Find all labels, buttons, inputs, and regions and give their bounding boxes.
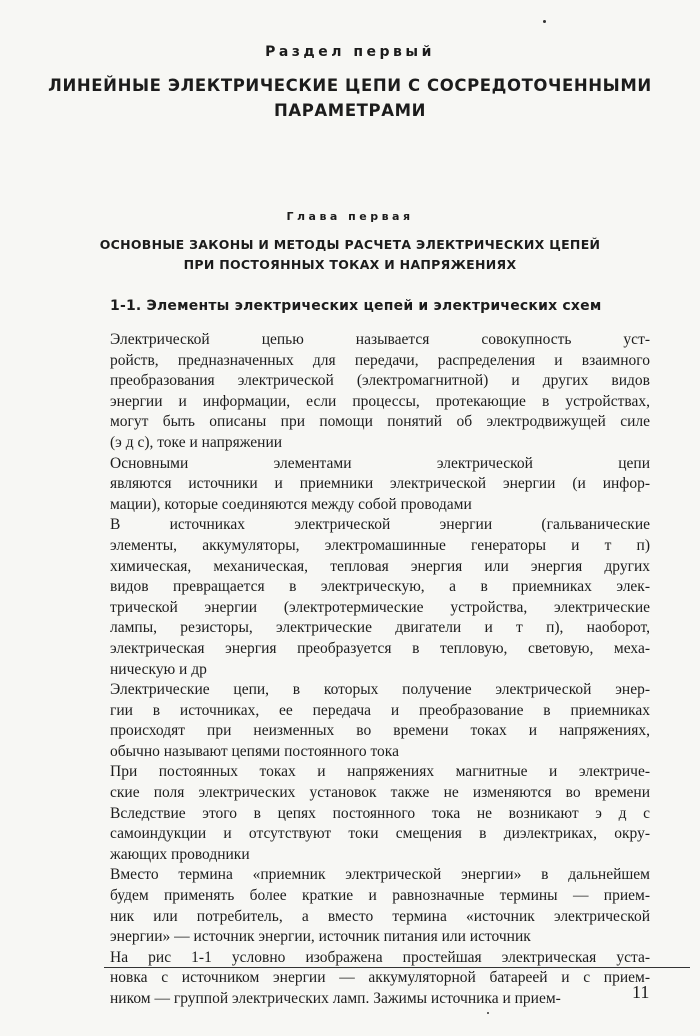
part-title-line: ПАРАМЕТРАМИ bbox=[273, 101, 427, 120]
text-line: На рис 1-1 условно изображена простейшая электрическая уста- bbox=[110, 948, 650, 966]
text-line: Вместо термина «приемник электрической энергии» в дальнейшем bbox=[110, 866, 650, 884]
text-line: жающих проводники bbox=[110, 845, 250, 863]
text-line: будем применять более краткие и равнозначные термины — прием- bbox=[110, 887, 650, 905]
part-label: Раздел первый bbox=[265, 44, 435, 60]
chapter-label: Глава первая bbox=[286, 210, 414, 223]
text-line: Основными элементами электрической цепи bbox=[110, 454, 650, 472]
paragraph bbox=[110, 762, 650, 865]
text-line: энергии» — источник энергии, источник питания или источник bbox=[110, 928, 531, 946]
text-line: лампы, резисторы, электрические двигатели и т п), наоборот, bbox=[110, 619, 650, 637]
text-line: химическая, механическая, тепловая энергия или энергия других bbox=[110, 557, 650, 575]
text-line: трической энергии (электротермические устройства, электрические bbox=[110, 598, 650, 616]
text-line: ник или потребитель, а вместо термина «источник электрической bbox=[110, 907, 650, 925]
text-line: В источниках электрической энергии (гальванические bbox=[110, 516, 650, 534]
text-line: ские поля электрических установок также не изменяются во времени bbox=[110, 784, 650, 802]
text-line: электрическая энергия преобразуется в тепловую, световую, меха- bbox=[110, 639, 650, 657]
text-line: обычно называют цепями постоянного тока bbox=[110, 742, 399, 760]
text-line: Электрические цепи, в которых получение электрической энер- bbox=[110, 681, 650, 699]
text-line: гии в источниках, ее передача и преобразование в приемниках bbox=[110, 701, 650, 719]
text-line: ройств, предназначенных для передачи, распределения и взаимного bbox=[110, 351, 650, 369]
scan-speck bbox=[543, 20, 546, 23]
paragraph bbox=[110, 865, 650, 947]
text-line: Вследствие этого в цепях постоянного тока не возникают э д с bbox=[110, 804, 650, 822]
section-title: 1-1. Элементы электрических цепей и электрических схем bbox=[110, 298, 602, 314]
paragraph bbox=[110, 948, 650, 1010]
text-line: могут быть описаны при помощи понятий об электродвижущей силе bbox=[110, 413, 650, 431]
text-line: ническую и др bbox=[110, 660, 207, 678]
text-line: происходят при неизменных во времени токах и напряжениях, bbox=[110, 722, 650, 740]
text-line: являются источники и приемники электрической энергии (и инфор- bbox=[110, 475, 650, 493]
chapter-title-line: ОСНОВНЫЕ ЗАКОНЫ И МЕТОДЫ РАСЧЕТА ЭЛЕКТРИЧЕСКИХ ЦЕПЕЙ bbox=[99, 237, 601, 252]
body-text bbox=[110, 330, 650, 1010]
scan-speck bbox=[487, 1012, 489, 1014]
text-line: Электрической цепью называется совокупность уст- bbox=[110, 331, 650, 348]
text-line: энергии и информации, если процессы, протекающие в устройствах, bbox=[110, 392, 650, 410]
text-line: элементы, аккумуляторы, электромашинные генераторы и т п) bbox=[110, 536, 650, 554]
text-line: видов превращается в электрическую, а в приемниках элек- bbox=[110, 578, 650, 596]
text-line: При постоянных токах и напряжениях магнитные и электриче- bbox=[110, 763, 650, 781]
chapter-title bbox=[90, 235, 610, 275]
paragraph bbox=[110, 454, 650, 516]
chapter-title-line: ПРИ ПОСТОЯННЫХ ТОКАХ И НАПРЯЖЕНИЯХ bbox=[183, 257, 517, 272]
paragraph bbox=[110, 515, 650, 680]
page-bottom-rule bbox=[104, 967, 690, 968]
text-line: преобразования электрической (электромагнитной) и других видов bbox=[110, 372, 650, 390]
part-title bbox=[40, 73, 660, 123]
text-line: мации), которые соединяются между собой проводами bbox=[110, 495, 472, 513]
text-line: новка с источником энергии — аккумуляторной батареей и с прием- bbox=[110, 969, 650, 987]
page-number: 11 bbox=[632, 982, 650, 1002]
paragraph bbox=[110, 680, 650, 762]
text-line: (э д с), токе и напряжении bbox=[110, 433, 283, 451]
text-line: самоиндукции и отсутствуют токи смещения в диэлектриках, окру- bbox=[110, 825, 650, 843]
paragraph bbox=[110, 330, 650, 454]
text-line: ником — группой электрических ламп. Зажимы источника и прием- bbox=[110, 990, 561, 1007]
part-title-line: ЛИНЕЙНЫЕ ЭЛЕКТРИЧЕСКИЕ ЦЕПИ С СОСРЕДОТОЧЕННЫМИ bbox=[48, 76, 652, 95]
